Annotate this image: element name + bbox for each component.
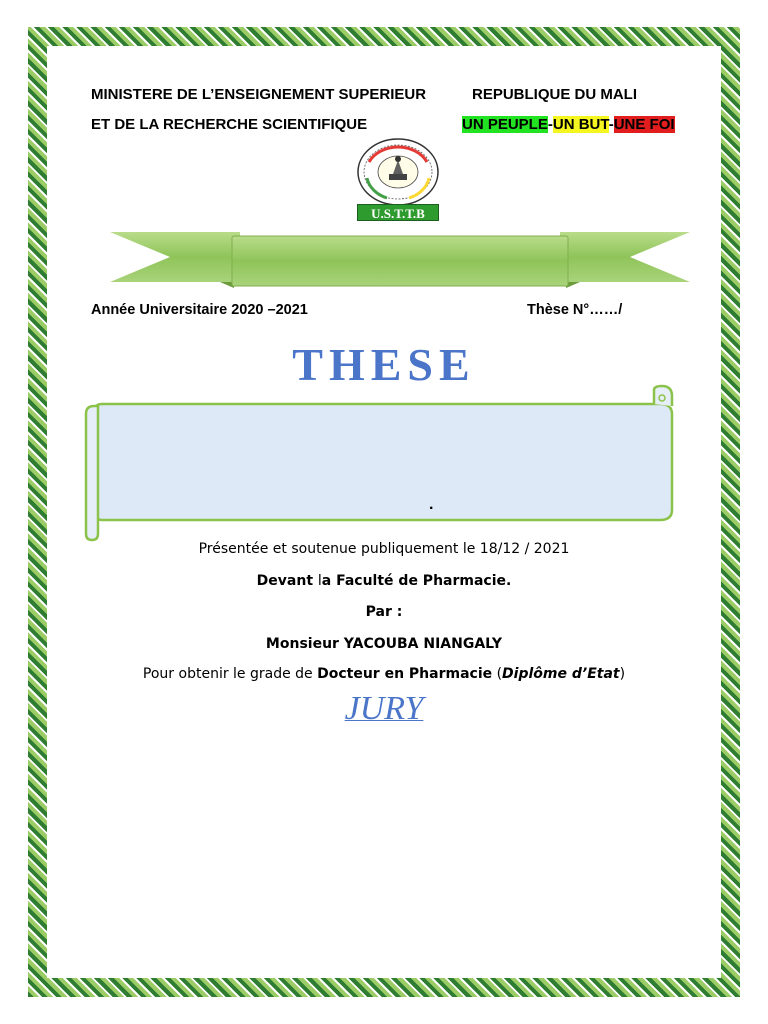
faculty-line-part-2: l: [317, 573, 322, 589]
faculty-line-part-1: Devant: [256, 573, 318, 589]
degree-close-paren: ): [619, 666, 626, 682]
thesis-number: Thèse N°……/: [527, 302, 623, 318]
degree-line: [0, 666, 768, 682]
faculty-line: [0, 573, 768, 589]
university-logo-label: U.S.T.T.B: [357, 204, 439, 221]
faculty-line-part-3: a Faculté de Pharmacie.: [321, 573, 512, 589]
jury-heading: JURY: [344, 690, 424, 727]
national-motto: [462, 116, 675, 133]
ministry-line-1: MINISTERE DE L’ENSEIGNEMENT SUPERIEUR: [91, 86, 427, 103]
motto-part-1: UN PEUPLE: [462, 116, 548, 133]
motto-sep-1: -: [547, 116, 553, 133]
degree-prefix: Pour obtenir le grade de: [142, 666, 318, 682]
scroll-text: .: [429, 496, 434, 513]
motto-part-3: UNE FOI: [613, 116, 675, 133]
university-seal-icon: [357, 138, 439, 206]
par-label: Par :: [365, 604, 403, 620]
republic-label: REPUBLIQUE DU MALI: [472, 86, 637, 103]
decorative-ribbon: [110, 228, 690, 288]
degree-name: Docteur en Pharmacie: [317, 666, 493, 682]
motto-part-2: UN BUT: [552, 116, 609, 133]
presentation-line: Présentée et soutenue publiquement le 18/12 / 2021: [198, 541, 570, 557]
academic-year: Année Universitaire 2020 –2021: [91, 302, 308, 318]
document-title: THESE: [292, 339, 476, 390]
motto-sep-2: -: [608, 116, 614, 133]
candidate-name: Monsieur YACOUBA NIANGALY: [265, 636, 503, 652]
degree-open-paren: (: [492, 666, 503, 682]
diploma-type: Diplôme d’Etat: [502, 666, 620, 682]
ministry-line-2: ET DE LA RECHERCHE SCIENTIFIQUE: [91, 116, 368, 133]
title-scroll-banner: [82, 384, 678, 542]
